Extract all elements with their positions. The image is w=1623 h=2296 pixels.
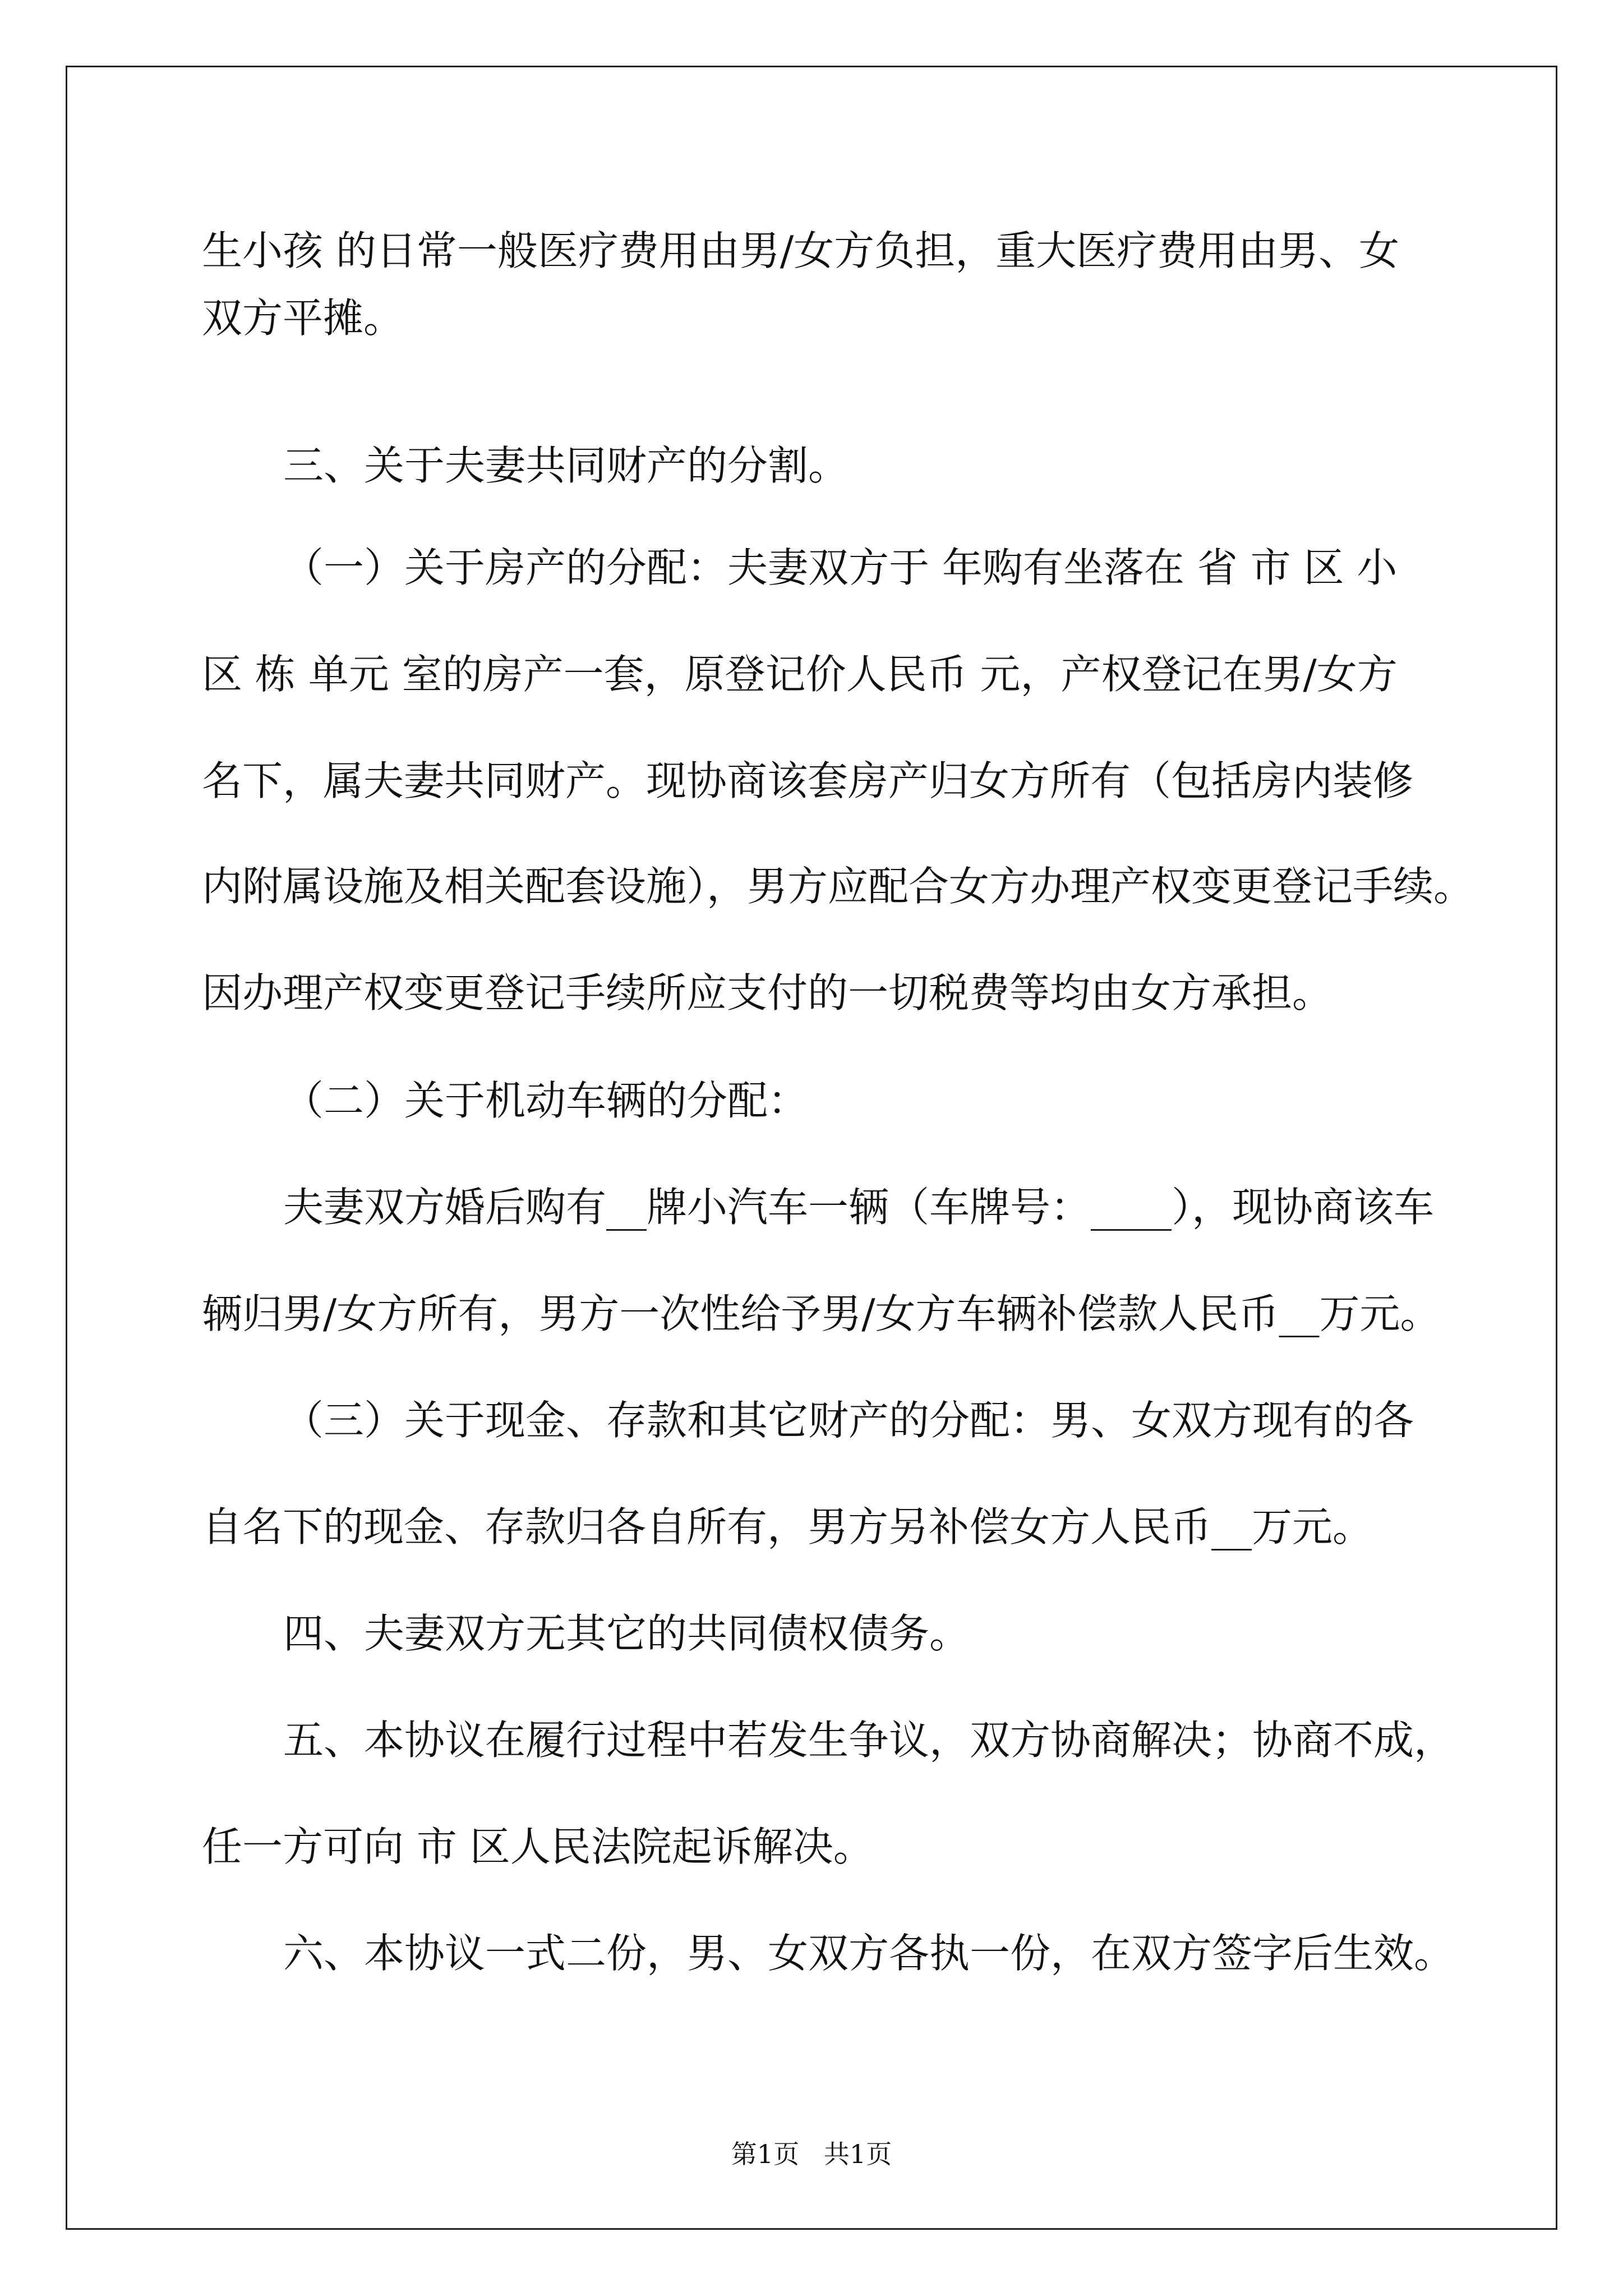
- body-line: 辆归男/女方所有，男方一次性给予男/女方车辆补偿款人民币__万元。: [202, 1290, 1441, 1337]
- body-line: 因办理产权变更登记手续所应支付的一切税费等均由女方承担。: [202, 969, 1333, 1016]
- body-line: 五、本协议在履行过程中若发生争议，双方协商解决；协商不成，: [283, 1717, 1455, 1764]
- body-line: 双方平摊。: [202, 295, 404, 342]
- body-line: 区 栋 单元 室的房产一套，原登记价人民币 元，产权登记在男/女方: [202, 651, 1398, 698]
- body-line: 名下，属夫妻共同财产。现协商该套房产归女方所有（包括房内装修: [202, 757, 1414, 804]
- page-border: [66, 66, 1557, 2230]
- body-line: 内附属设施及相关配套设施），男方应配合女方办理产权变更登记手续。: [202, 863, 1474, 910]
- body-line: （三）关于现金、存款和其它财产的分配：男、女双方现有的各: [283, 1397, 1414, 1444]
- body-line: （一）关于房产的分配：夫妻双方于 年购有坐落在 省 市 区 小: [283, 544, 1398, 591]
- body-line: 夫妻双方婚后购有__牌小汽车一辆（车牌号：____），现协商该车: [283, 1184, 1435, 1231]
- paragraph-heading: 四、夫妻双方无其它的共同债权债务。: [283, 1610, 970, 1657]
- body-line: 六、本协议一式二份，男、女双方各执一份，在双方签字后生效。: [283, 1930, 1455, 1977]
- body-line: 自名下的现金、存款归各自所有，男方另补偿女方人民币__万元。: [202, 1503, 1373, 1550]
- page-number-footer: 第1页 共1页: [731, 2139, 892, 2169]
- paragraph-heading: （二）关于机动车辆的分配：: [283, 1077, 809, 1124]
- body-line: 生小孩 的日常一般医疗费用由男/女方负担，重大医疗费用由男、女: [202, 227, 1400, 274]
- body-line: 任一方可向 市 区人民法院起诉解决。: [202, 1823, 874, 1870]
- paragraph-heading: 三、关于夫妻共同财产的分割。: [283, 442, 849, 489]
